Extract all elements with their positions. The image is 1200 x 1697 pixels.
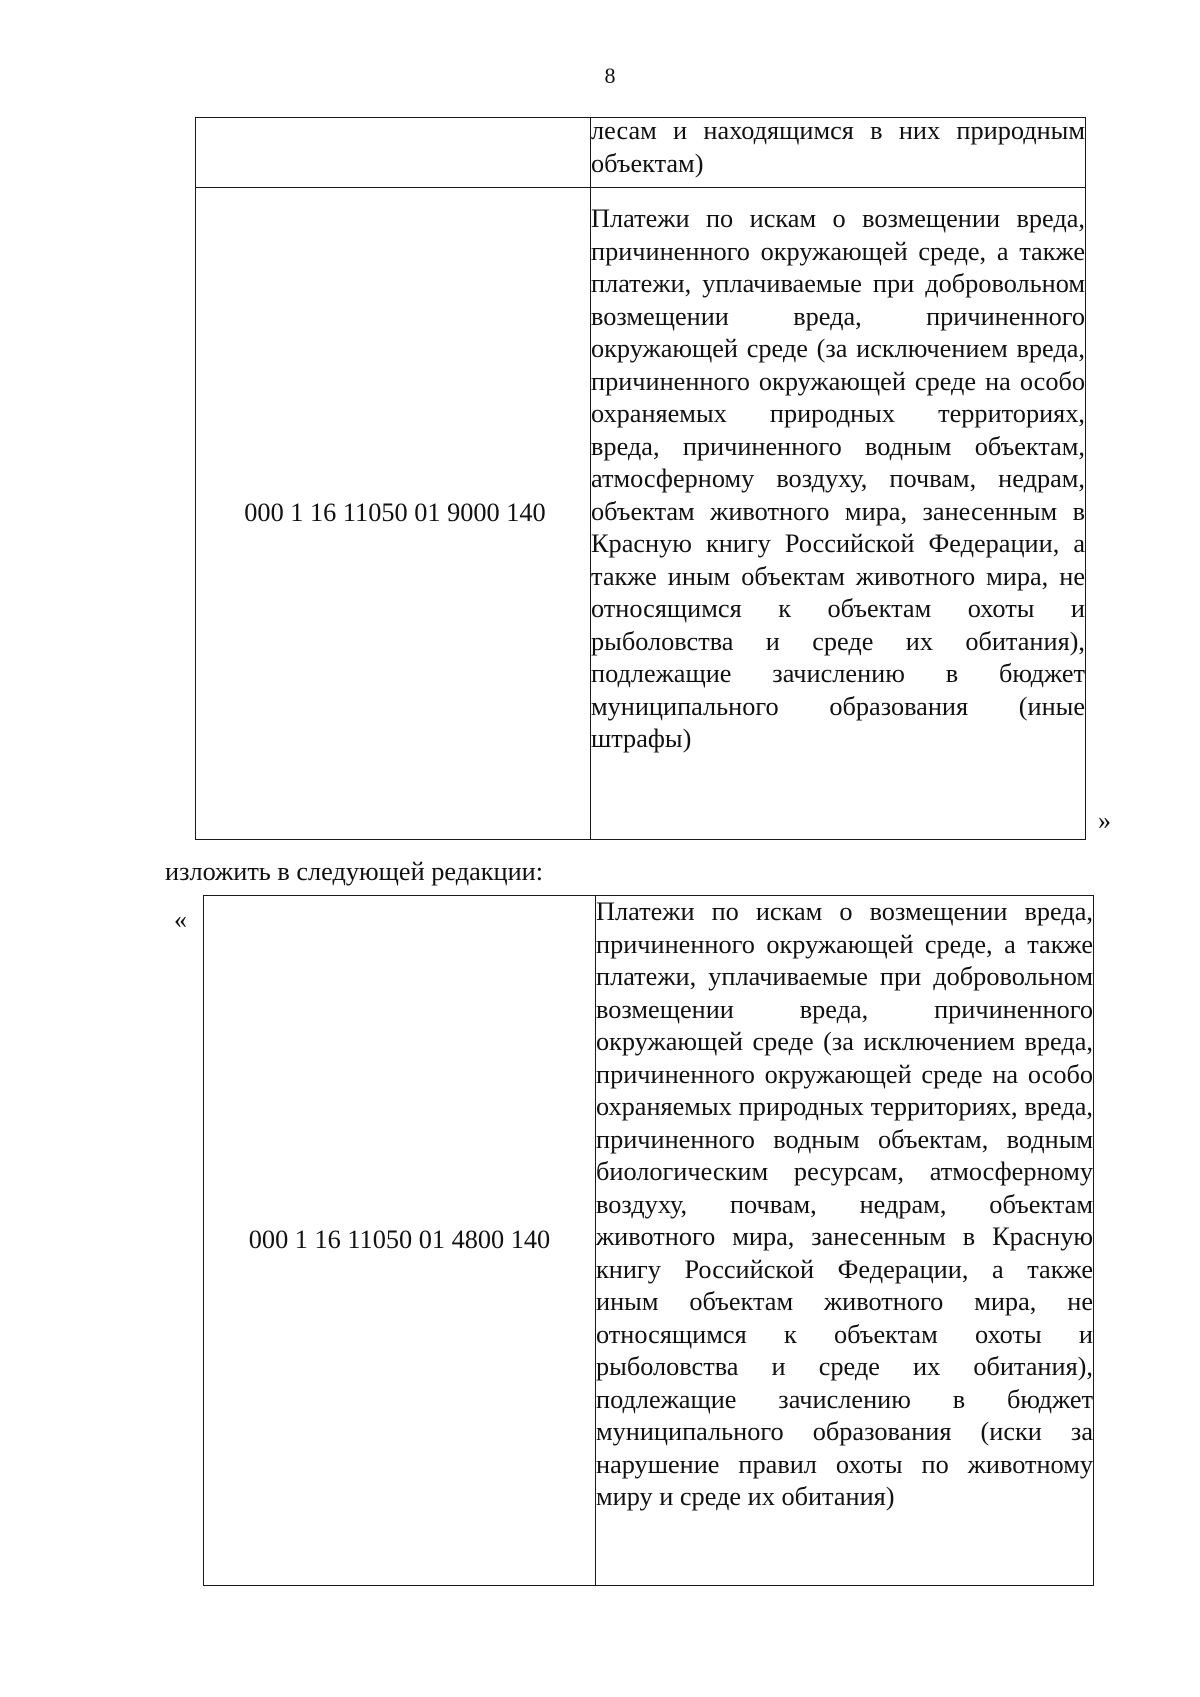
- payment-description: лесам и находящимся в них природным объектам): [591, 116, 1085, 178]
- budget-code-cell: [196, 118, 591, 188]
- budget-code-table-old: [195, 117, 1086, 840]
- table-row: [196, 188, 1086, 840]
- budget-code-cell: 000 1 16 11050 01 4800 140: [204, 896, 596, 1586]
- table-row: [204, 896, 1094, 1586]
- budget-code-cell: 000 1 16 11050 01 9000 140: [196, 188, 591, 840]
- payment-description-cell: [591, 188, 1086, 840]
- payment-description-cell: [596, 896, 1094, 1586]
- payment-description: Платежи по искам о возмещении вреда, причиненного окружающей среде, а также платежи, уплачиваемые при добровольном возмещении вреда, причиненного окружающей среде (за исключением вреда, причиненного окружающей среде на особо охраняемых природных территориях, вреда, причиненного водным объектам, водным биологическим ресурсам, атмосферному воздуху, почвам, недрам, объектам животного мира, занесенным в Красную книгу Российской Федерации, а также иным объектам животного мира, не относящимся к объектам охоты и рыболовства и среде их обитания), подлежащие зачислению в бюджет муниципального образования (иски за нарушение правил охоты по животному миру и среде их обитания): [596, 897, 1093, 1511]
- payment-description-cell: [591, 118, 1086, 188]
- table-row: [196, 118, 1086, 188]
- page-number: 8: [604, 63, 616, 88]
- payment-description: Платежи по искам о возмещении вреда, причиненного окружающей среде, а также платежи, уплачиваемые при добровольном возмещении вреда, причиненного окружающей среде (за исключением вреда, причиненного окружающей среде на особо охраняемых природных территориях, вреда, причиненного водным объектам, атмосферному воздуху, почвам, недрам, объектам животного мира, занесенным в Красную книгу Российской Федерации, а также иным объектам животного мира, не относящимся к объектам охоты и рыболовства и среде их обитания), подлежащие зачислению в бюджет муниципального образования (иные штрафы): [591, 204, 1085, 753]
- budget-code-table-new: [203, 895, 1094, 1586]
- intro-text: изложить в следующей редакции:: [165, 857, 544, 886]
- closing-quote: »: [1098, 806, 1111, 835]
- opening-quote: «: [174, 905, 187, 934]
